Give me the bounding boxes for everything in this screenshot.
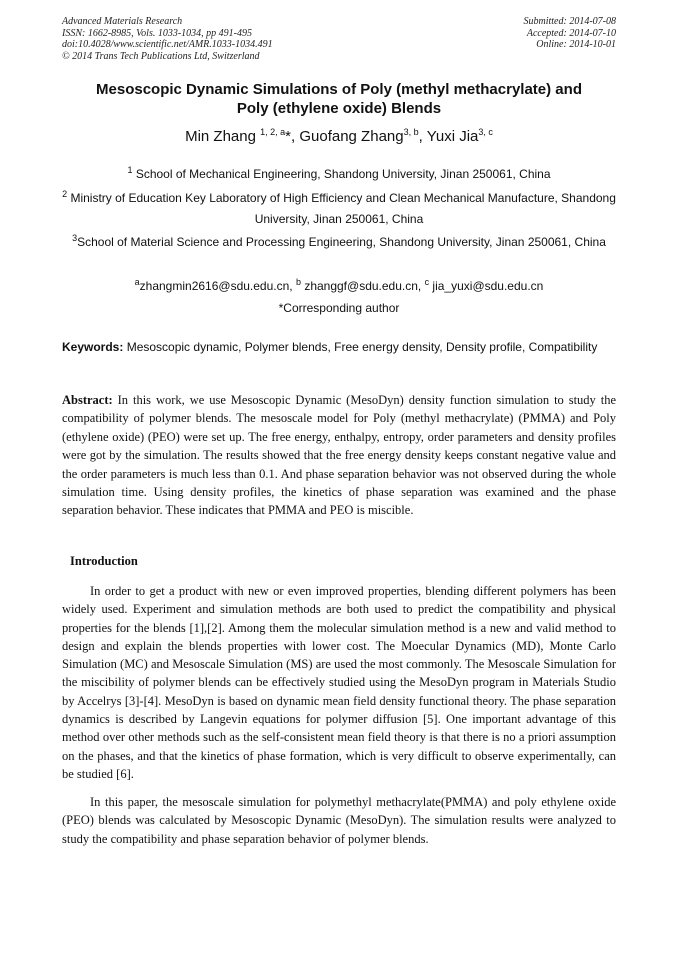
title-line-2: Poly (ethylene oxide) Blends bbox=[236, 100, 442, 117]
affiliation-3 bbox=[62, 232, 616, 253]
affiliation-number: 2 bbox=[62, 189, 68, 199]
keywords bbox=[62, 338, 616, 356]
intro-paragraph-1: In order to get a product with new or even improved properties, blending different polymers has been widely used. Experiment and simulation methods are both used to predict the compatibility and physical properties for the blends [1],[2]. Among them the molecular simulation method is a new and valid method to design and explain the blends properties with lower cost. The Moecular Dynamics (MD), Monte Carlo Simulation (MC) and Mesoscale Simulation (MS) are used the most commonly. The Mesoscale Simulation for the miscibility of polymer blends can be effectively studied using the MesoDyn program in Materials Studio by Accelrys [3]-[4]. MesoDyn is based on dynamic mean field density functional theory. The phase separation dynamics is described by Langevin equations for polymer diffusion [5]. One important advantage of this method over other methods such as the self-consistent mean field theory is that there is no a priori assumption on the phases, and that the kinetics of phase formation, which is very difficult to observe experimentally, can be studied [6]. bbox=[62, 584, 616, 781]
email-sup: c bbox=[424, 277, 430, 287]
submitted-date: Submitted: 2014-07-08 bbox=[523, 16, 616, 27]
affiliation-number: 1 bbox=[127, 165, 133, 175]
keywords-label: Keywords: bbox=[62, 340, 124, 354]
author-sep: , bbox=[418, 128, 427, 145]
online-date: Online: 2014-10-01 bbox=[536, 39, 616, 50]
abstract-label: Abstract: bbox=[62, 393, 113, 407]
affiliation-2 bbox=[62, 188, 616, 230]
title-line-1: Mesoscopic Dynamic Simulations of Poly (methyl methacrylate) and bbox=[96, 81, 582, 98]
paper-title bbox=[62, 80, 616, 118]
author-mark: * bbox=[285, 128, 291, 145]
affiliation-text: School of Material Science and Processing Engineering, Shandong University, Jinan 250061, China bbox=[77, 235, 606, 249]
author-name: Yuxi Jia bbox=[426, 128, 479, 145]
author-sup: 3, c bbox=[478, 127, 493, 137]
accepted-date: Accepted: 2014-07-10 bbox=[526, 27, 616, 39]
email-link[interactable]: zhanggf@sdu.edu.cn, bbox=[304, 279, 425, 293]
publication-info bbox=[62, 16, 273, 62]
affiliation-1 bbox=[62, 164, 616, 185]
author-sup: 1, 2, a bbox=[260, 127, 286, 137]
keywords-text: Mesoscopic dynamic, Polymer blends, Free energy density, Density profile, Compatibility bbox=[126, 340, 598, 354]
author-sup: 3, b bbox=[403, 127, 419, 137]
affiliation-number: 3 bbox=[72, 233, 78, 243]
copyright-line: © 2014 Trans Tech Publications Ltd, Switzerland bbox=[62, 50, 260, 62]
affiliation-text: Ministry of Education Key Laboratory of High Efficiency and Clean Mechanical Manufacture, Shandong University, Jinan 250061, China bbox=[70, 191, 616, 226]
email-link[interactable]: jia_yuxi@sdu.edu.cn bbox=[432, 279, 544, 293]
doi-line: doi:10.4028/www.scientific.net/AMR.1033-1034.491 bbox=[62, 39, 273, 50]
abstract bbox=[62, 391, 616, 520]
affiliation-text: School of Mechanical Engineering, Shandong University, Jinan 250061, China bbox=[135, 167, 551, 181]
dates-info bbox=[524, 16, 617, 51]
intro-paragraph-2: In this paper, the mesoscale simulation for polymethyl methacrylate(PMMA) and poly ethylene oxide (PEO) blends was calculated by Mesoscopic Dynamic (MesoDyn). The simulation results were analyzed to study the compatibility and phase separation behavior of polymer blends. bbox=[62, 795, 616, 846]
section-heading-introduction: Introduction bbox=[70, 554, 138, 568]
author-name: Min Zhang bbox=[185, 128, 256, 145]
corresponding-author: *Corresponding author bbox=[278, 301, 400, 315]
email-link[interactable]: zhangmin2616@sdu.edu.cn, bbox=[139, 279, 296, 293]
author-list bbox=[62, 127, 616, 147]
author-name: Guofang Zhang bbox=[299, 128, 404, 145]
email-sup: b bbox=[295, 277, 301, 287]
author-1 bbox=[185, 128, 299, 145]
abstract-text: In this work, we use Mesoscopic Dynamic (MesoDyn) density function simulation to study the compatibility of polymer blends. The mesoscale model for Poly (methyl methacrylate) (PMMA) and Poly (ethylene oxide) (PEO) were set up. The free energy, enthalpy, entropy, order parameters and density profiles were got by the simulation. The results showed that the free energy density keeps constant negative value and the order parameters is much less than 0.1. And phase separation behavior was not observed during the whole simulation time. Using density profiles, the kinetics of phase separation was examined and the phase separation behavior. These indicates that PMMA and PEO is miscible. bbox=[62, 393, 617, 518]
journal-name: Advanced Materials Research bbox=[62, 16, 183, 27]
author-sep: , bbox=[291, 128, 300, 145]
email-list bbox=[62, 276, 616, 297]
email-sup: a bbox=[134, 277, 140, 287]
issn-line: ISSN: 1662-8985, Vols. 1033-1034, pp 491-495 bbox=[62, 27, 252, 39]
author-2 bbox=[299, 128, 426, 145]
author-3 bbox=[427, 128, 493, 145]
